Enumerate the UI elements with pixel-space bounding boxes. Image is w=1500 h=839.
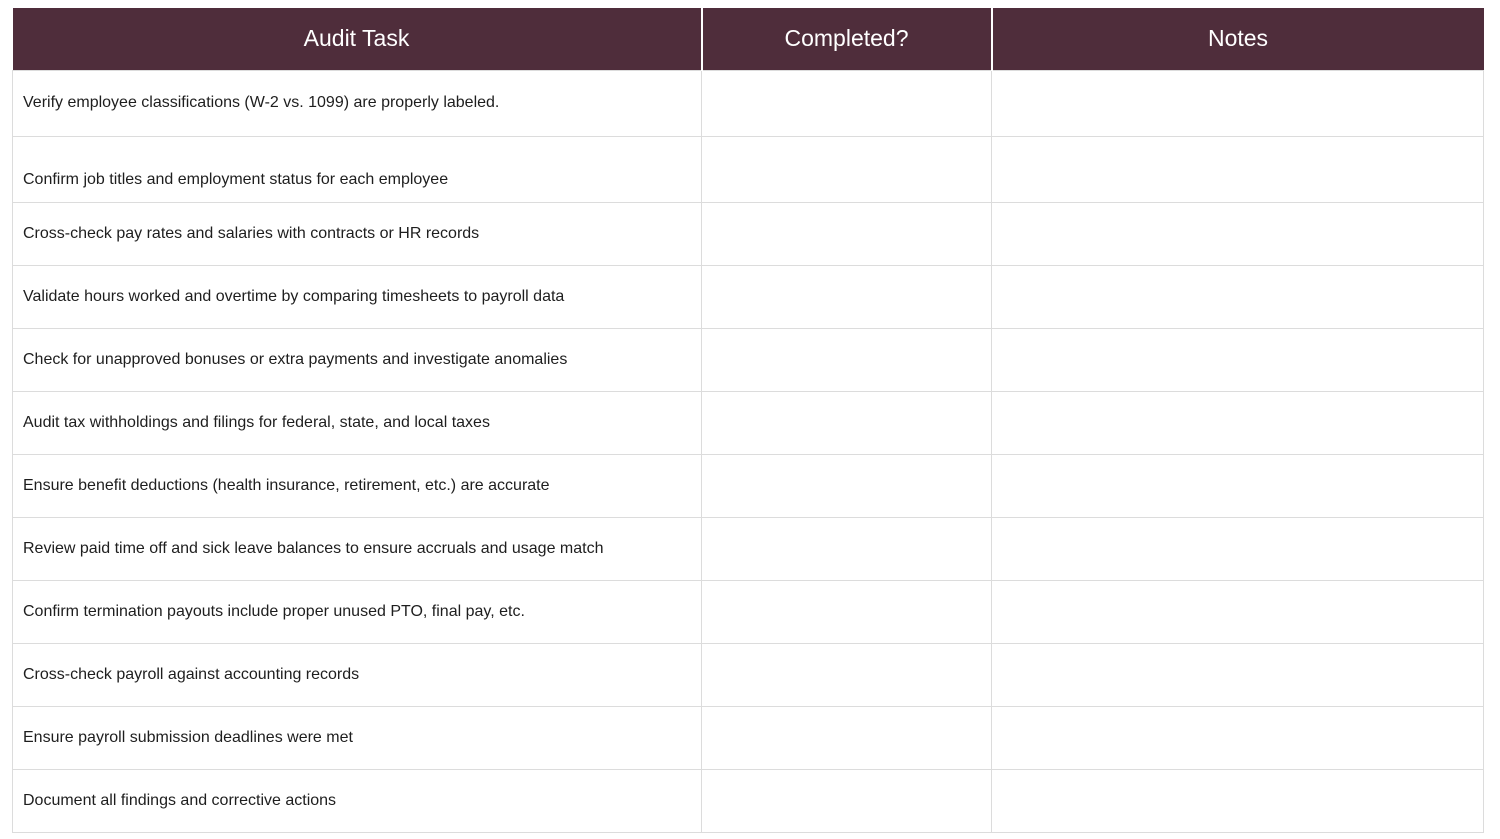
- completed-cell[interactable]: [702, 202, 992, 265]
- header-row: [13, 8, 1484, 70]
- completed-cell[interactable]: [702, 136, 992, 202]
- notes-cell[interactable]: [992, 265, 1484, 328]
- table-row: [13, 643, 1484, 706]
- notes-cell[interactable]: [992, 136, 1484, 202]
- task-cell: Confirm job titles and employment status for each employee: [13, 136, 702, 202]
- task-cell: Document all findings and corrective actions: [13, 769, 702, 832]
- completed-cell[interactable]: [702, 454, 992, 517]
- completed-cell[interactable]: [702, 706, 992, 769]
- notes-cell[interactable]: [992, 769, 1484, 832]
- task-cell: Check for unapproved bonuses or extra payments and investigate anomalies: [13, 328, 702, 391]
- task-cell: Confirm termination payouts include proper unused PTO, final pay, etc.: [13, 580, 702, 643]
- table-row: [13, 136, 1484, 202]
- completed-cell[interactable]: [702, 70, 992, 136]
- notes-cell[interactable]: [992, 202, 1484, 265]
- table-row: [13, 202, 1484, 265]
- completed-cell[interactable]: [702, 517, 992, 580]
- notes-cell[interactable]: [992, 580, 1484, 643]
- task-cell: Ensure payroll submission deadlines were met: [13, 706, 702, 769]
- table-row: [13, 391, 1484, 454]
- table-row: [13, 517, 1484, 580]
- header-completed: Completed?: [702, 8, 992, 70]
- notes-cell[interactable]: [992, 328, 1484, 391]
- task-cell: Cross-check pay rates and salaries with contracts or HR records: [13, 202, 702, 265]
- notes-cell[interactable]: [992, 70, 1484, 136]
- table-row: [13, 328, 1484, 391]
- task-cell: Review paid time off and sick leave balances to ensure accruals and usage match: [13, 517, 702, 580]
- header-audit-task: Audit Task: [13, 8, 702, 70]
- task-cell: Ensure benefit deductions (health insurance, retirement, etc.) are accurate: [13, 454, 702, 517]
- table-row: [13, 706, 1484, 769]
- task-cell: Cross-check payroll against accounting records: [13, 643, 702, 706]
- task-cell: Verify employee classifications (W-2 vs. 1099) are properly labeled.: [13, 70, 702, 136]
- table-row: [13, 70, 1484, 136]
- audit-checklist-table: [12, 8, 1484, 833]
- task-cell: Audit tax withholdings and filings for federal, state, and local taxes: [13, 391, 702, 454]
- completed-cell[interactable]: [702, 769, 992, 832]
- completed-cell[interactable]: [702, 328, 992, 391]
- completed-cell[interactable]: [702, 643, 992, 706]
- notes-cell[interactable]: [992, 517, 1484, 580]
- table-header: [13, 8, 1484, 70]
- table-row: [13, 769, 1484, 832]
- table-row: [13, 454, 1484, 517]
- completed-cell[interactable]: [702, 580, 992, 643]
- notes-cell[interactable]: [992, 391, 1484, 454]
- table-body: [13, 70, 1484, 832]
- table-row: [13, 580, 1484, 643]
- notes-cell[interactable]: [992, 454, 1484, 517]
- task-cell: Validate hours worked and overtime by comparing timesheets to payroll data: [13, 265, 702, 328]
- header-notes: Notes: [992, 8, 1484, 70]
- table-row: [13, 265, 1484, 328]
- completed-cell[interactable]: [702, 265, 992, 328]
- notes-cell[interactable]: [992, 706, 1484, 769]
- completed-cell[interactable]: [702, 391, 992, 454]
- notes-cell[interactable]: [992, 643, 1484, 706]
